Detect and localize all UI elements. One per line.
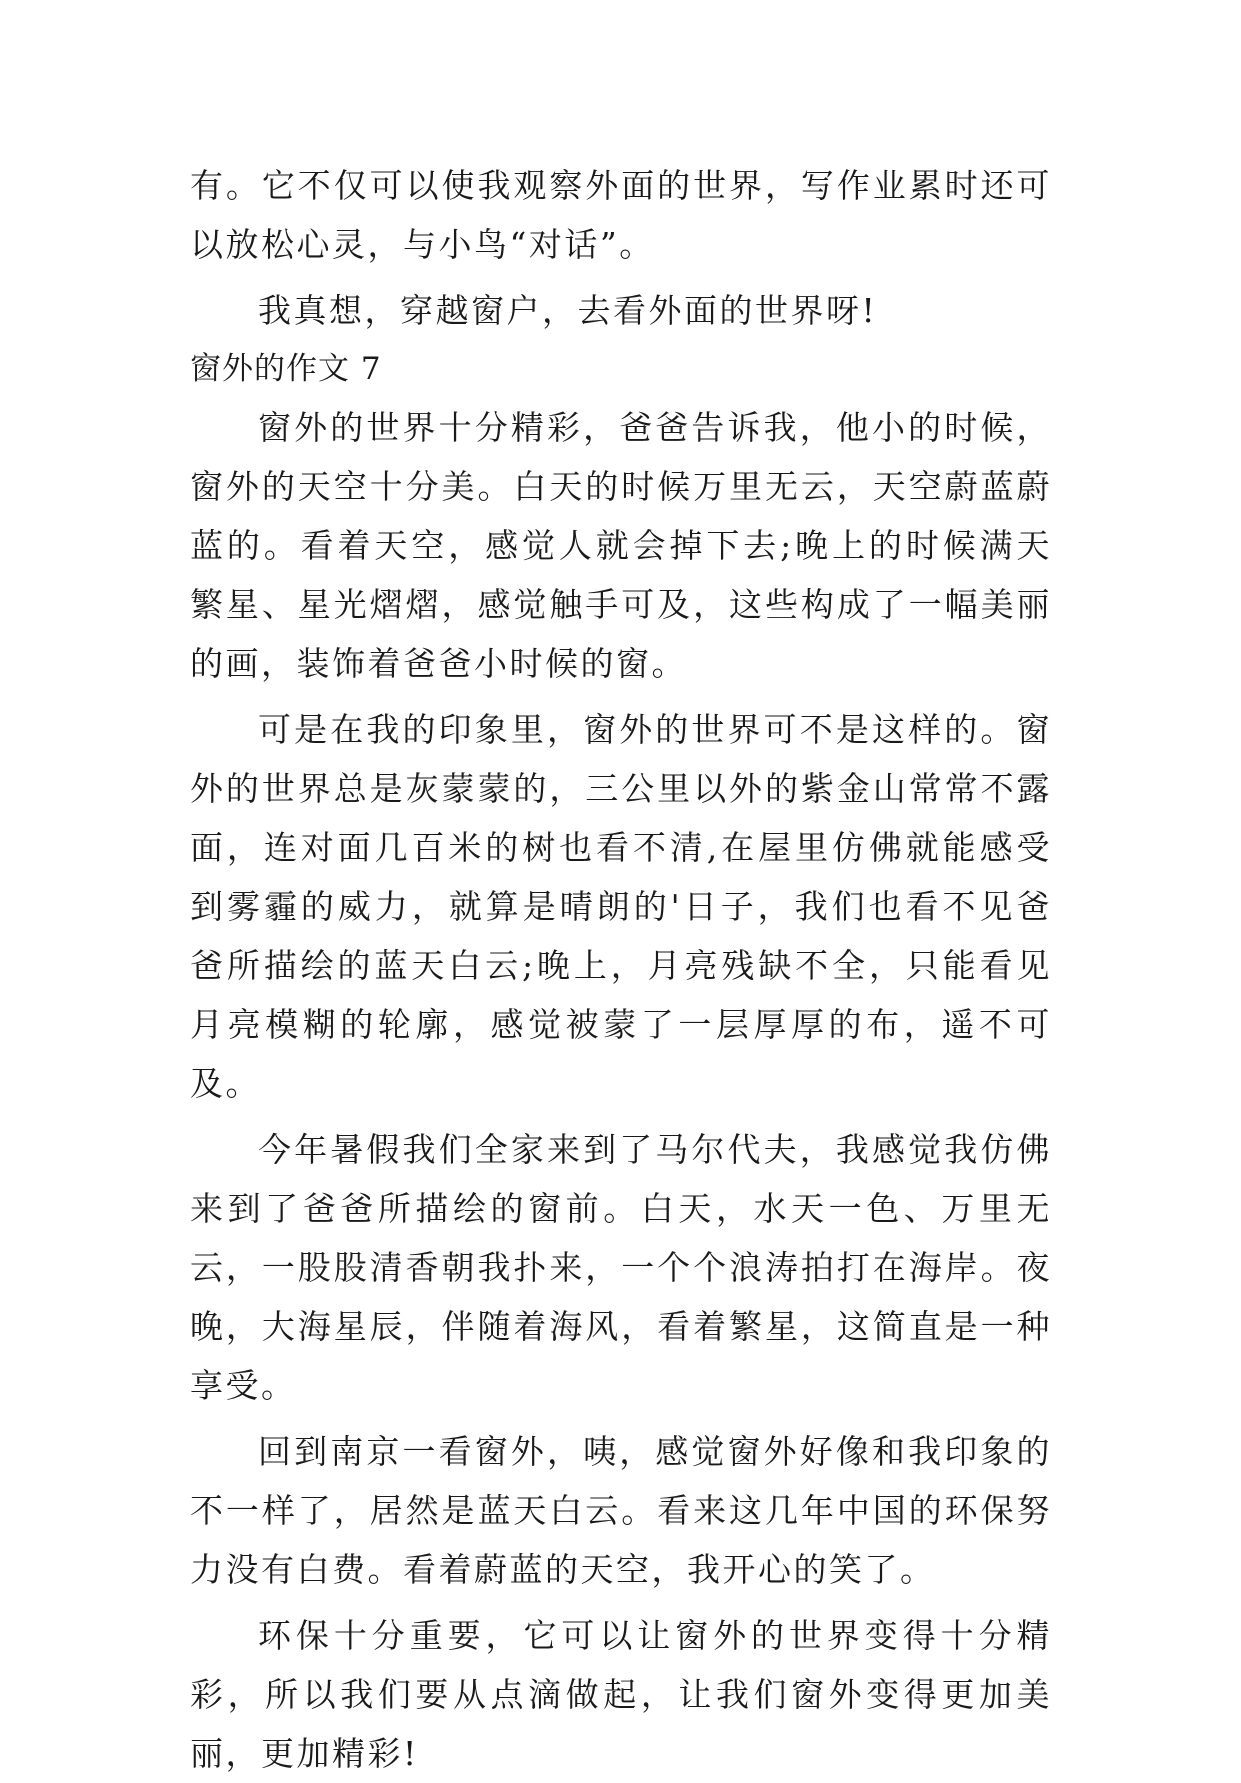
paragraph-conclusion: 环保十分重要，它可以让窗外的世界变得十分精彩，所以我们要从点滴做起，让我们窗外变得更加美丽，更加精彩! [190,1616,1052,1773]
paragraph-continuation: 有。它不仅可以使我观察外面的世界，写作业累时还可以放松心灵，与小鸟“对话”。 [190,166,1052,264]
paragraph-maldives-trip: 今年暑假我们全家来到了马尔代夫，我感觉我仿佛来到了爸爸所描绘的窗前。白天，水天一色、万里无云，一股股清香朝我扑来，一个个浪涛拍打在海岸。夜晚，大海星辰，伴随着海风，看着繁星，这简直是一种享受。 [190,1130,1052,1405]
paragraph-my-impression: 可是在我的印象里，窗外的世界可不是这样的。窗外的世界总是灰蒙蒙的，三公里以外的紫金山常常不露面，连对面几百米的树也看不清,在屋里仿佛就能感受到雾霾的威力，就算是晴朗的'日子，我们也看不见爸爸所描绘的蓝天白云;晚上，月亮残缺不全，只能看见月亮模糊的轮廓，感觉被蒙了一层厚厚的布，遥不可及。 [190,710,1052,1103]
paragraph-father-memory: 窗外的世界十分精彩，爸爸告诉我，他小的时候，窗外的天空十分美。白天的时候万里无云，天空蔚蓝蔚蓝的。看着天空，感觉人就会掉下去;晚上的时候满天繁星、星光熠熠，感觉触手可及，这些构成了一幅美丽的画，装饰着爸爸小时候的窗。 [190,408,1052,683]
document-body [190,156,1052,1783]
section-title: 窗外的作文 7 [190,351,382,387]
paragraph-wish: 我真想，穿越窗户，去看外面的世界呀! [258,291,878,330]
paragraph-back-to-nanjing: 回到南京一看窗外，咦，感觉窗外好像和我印象的不一样了，居然是蓝天白云。看来这几年中国的环保努力没有白费。看着蔚蓝的天空，我开心的笑了。 [190,1432,1052,1589]
